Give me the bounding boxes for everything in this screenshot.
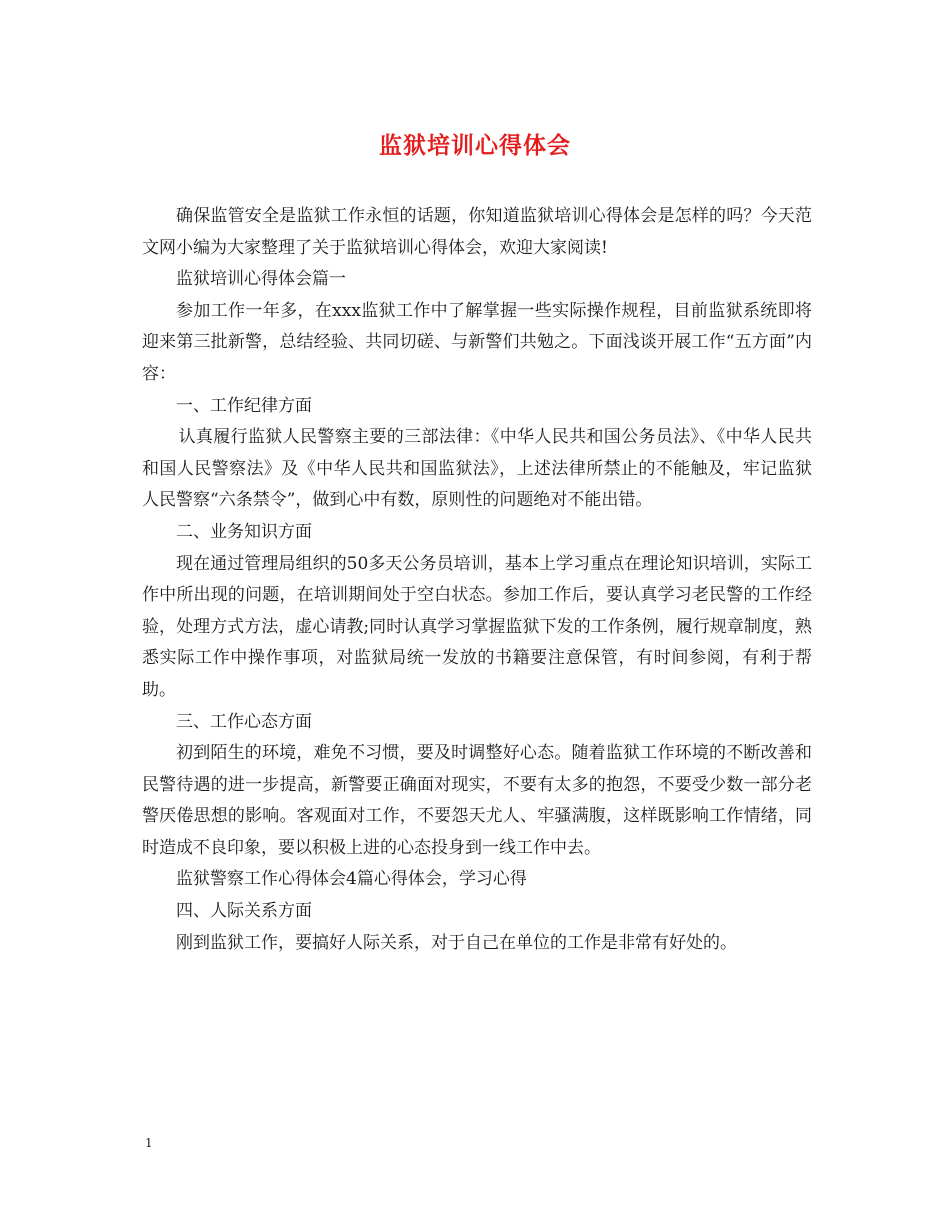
section-heading: 二、业务知识方面: [176, 521, 312, 542]
page-number: 1: [145, 1136, 153, 1150]
intro-paragraph: 确保监管安全是监狱工作永恒的话题，你知道监狱培训心得体会是怎样的吗？今天范文网小编为大家整理了关于监狱培训心得体会，欢迎大家阅读!: [142, 206, 812, 258]
section-heading-part-one: 监狱培训心得体会篇一: [176, 269, 346, 290]
document-title: 监狱培训心得体会: [379, 132, 571, 159]
body-paragraph: 刚到监狱工作，要搞好人际关系，对于自己在单位的工作是非常有好处的。: [176, 932, 737, 953]
body-paragraph: 参加工作一年多，在xxx监狱工作中了解掌握一些实际操作规程，目前监狱系统即将迎来第三批新警，总结经验、共同切磋、与新警们共勉之。下面浅谈开展工作“五方面”内容：: [142, 300, 812, 384]
body-paragraph: 初到陌生的环境，难免不习惯，要及时调整好心态。随着监狱工作环境的不断改善和民警待遇的进一步提高，新警要正确面对现实，不要有太多的抱怨，不要受少数一部分老警厌倦思想的影响。客观面对工作，不要怨天尤人、牢骚满腹，这样既影响工作情绪，同时造成不良印象，要以积极上进的心态投身到一线工作中去。: [142, 743, 812, 858]
document-body: [142, 201, 812, 959]
section-heading: 四、人际关系方面: [176, 901, 312, 922]
body-paragraph: 认真履行监狱人民警察主要的三部法律：《中华人民共和国公务员法》、《中华人民共和国人民警察法》及《中华人民共和国监狱法》，上述法律所禁止的不能触及，牢记监狱人民警察“六条禁令”，做到心中有数，原则性的问题绝对不能出错。: [142, 427, 812, 511]
section-heading: 三、工作心态方面: [176, 711, 312, 732]
section-heading: 一、工作纪律方面: [176, 395, 312, 416]
related-article-line: 监狱警察工作心得体会4篇心得体会，学习心得: [176, 869, 527, 890]
body-paragraph: 现在通过管理局组织的50多天公务员培训，基本上学习重点在理论知识培训，实际工作中所出现的问题，在培训期间处于空白状态。参加工作后，要认真学习老民警的工作经验，处理方式方法，虚心请教;同时认真学习掌握监狱下发的工作条例，履行规章制度，熟悉实际工作中操作事项，对监狱局统一发放的书籍要注意保管，有时间参阅，有利于帮助。: [142, 553, 812, 700]
